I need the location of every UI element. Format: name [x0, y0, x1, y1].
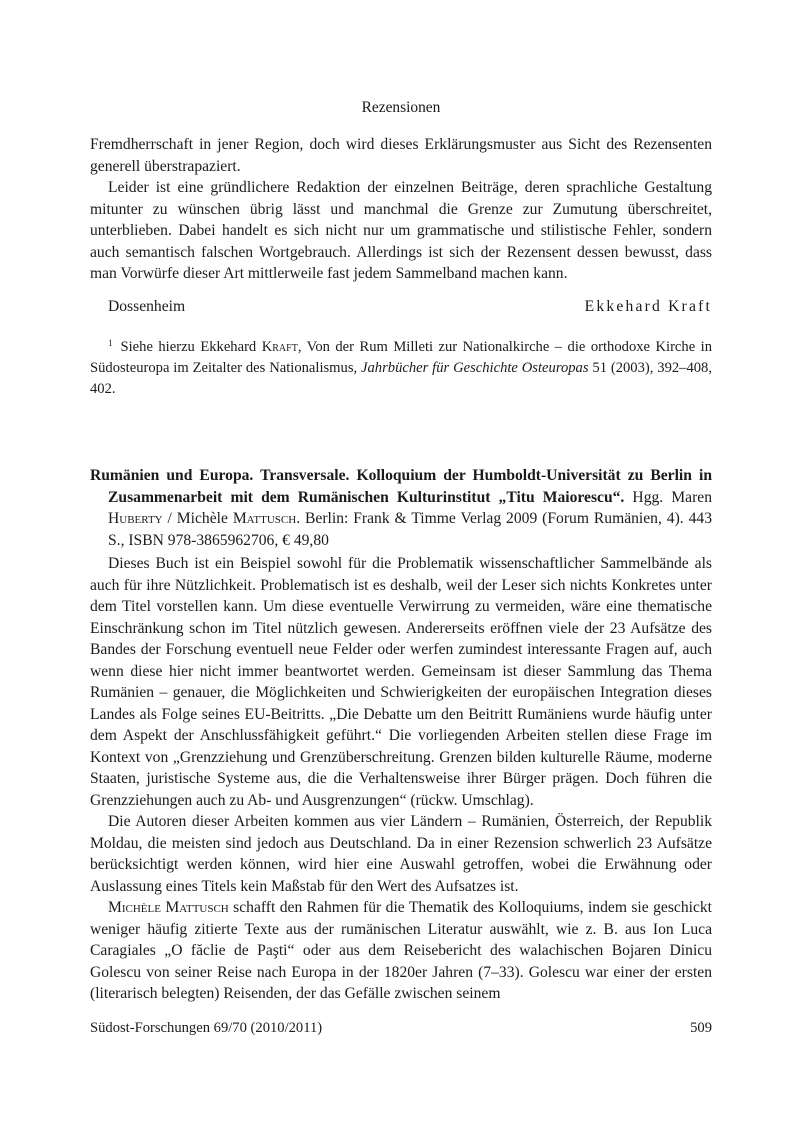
running-head: Rezensionen — [361, 99, 441, 116]
footnote-text: 51 (2003), 392–408, 402. — [90, 360, 713, 397]
book-details: . Berlin: Frank & Timme Verlag 2009 (Forum Rumänien, 4). 443 S., ISBN 978-3865962706, € 49,80 — [108, 510, 712, 549]
author-name: Michèle Mattusch — [108, 899, 229, 916]
paragraph: Dieses Buch ist ein Beispiel sowohl für die Problematik wissenschaftlicher Sammelbände als auch für ihre Nützlichkeit. Problematisch ist es deshalb, weil der Leser sich nichts Konkretes unter dem Titel vorstellen kann. Um diese eventuelle Verwirrung zu vermeiden, wäre eine thematische Einschränkung schon im Titel nützlich gewesen. Andererseits eröffnen viele der 23 Aufsätze des Bandes der Forschung eventuell neue Felder oder werfen zumindest interessante Fragen auf, auch wenn diese hier nicht immer beantwortet werden. Gemeinsam ist dieser Sammlung das Thema Rumänien – genauer, die Möglichkeiten und Schwierigkeiten der europäischen Integration dieses Landes als Folge seines EU-Beitritts. „Die Debatte um den Beitritt Rumäniens wurde häufig unter dem Aspekt der Anschlussfähigkeit geführt.“ Die vorliegenden Arbeiten stellen diese Frage im Kontext von „Grenzziehung und Grenzüberschreitung. Grenzen bilden kulturelle Räume, moderne Staaten, juristische Systeme aus, die die Verhaltensweise ihrer Bürger prägen. Doch führen die Grenzziehungen auch zu Ab- und Ausgrenzungen“ (rückw. Umschlag). — [90, 555, 712, 809]
footnote-text: Siehe hierzu Ekkehard — [120, 339, 262, 355]
book-editors: / Michèle — [162, 510, 233, 527]
footnote-number: 1 — [108, 338, 113, 348]
review-end-section — [90, 134, 712, 285]
journal-citation: Südost-Forschungen 69/70 (2010/2011) — [90, 1020, 323, 1036]
review-body — [90, 553, 712, 1005]
page-number: 509 — [690, 1020, 712, 1036]
paragraph-continued: Fremdherrschaft in jener Region, doch wird dieses Erklärungsmuster aus Sicht des Rezensenten generell überstrapaziert. — [90, 136, 712, 175]
paragraph: Die Autoren dieser Arbeiten kommen aus vier Ländern – Rumänien, Österreich, der Republik Moldau, die meisten sind jedoch aus Deutschland. Da in einer Rezension schwerlich 23 Aufsätze berücksichtigt werden können, wird hier eine Auswahl getroffen, wobei die Erwähnung oder Auslassung eines Titels kein Maßstab für den Wert des Aufsatzes ist. — [90, 813, 712, 895]
paragraph: Leider ist eine gründlichere Redaktion der einzelnen Beiträge, deren sprachliche Gestaltung mitunter zu wünschen übrig lässt und manchmal die Grenze zur Zumutung überschreitet, unterblieben. Dabei handelt es sich nicht nur um grammatische und stilistische Fehler, sondern auch semantisch falschen Wortgebrauch. Allerdings ist sich der Rezensent dessen bewusst, dass man Vorwürfe dieser Art mittlerweile fast jedem Sammelband machen kann. — [90, 179, 712, 282]
signature-place: Dossenheim — [108, 298, 186, 315]
signature-author: Ekkehard Kraft — [584, 298, 712, 315]
footnote — [90, 333, 712, 400]
book-editors: Hgg. Maren — [624, 488, 712, 506]
book-citation — [90, 465, 712, 551]
editor-name: Huberty — [108, 510, 163, 527]
editor-name: Mattusch — [232, 510, 297, 527]
footnote-author: Kraft — [261, 339, 298, 355]
footnote-text: , Von der Rum Milleti zur Nationalkirche – die orthodoxe Kirche in Südosteuropa im Zeitalter des Nationalismus, — [90, 339, 713, 376]
footnote-journal: Jahrbücher für Geschichte Osteuropas — [361, 360, 589, 376]
paragraph: Michèle Mattusch schafft den Rahmen für die Thematik des Kolloquiums, indem sie geschickt weniger häufig zitierte Texte aus der rumänischen Literatur auswählt, wie z. B. aus Ion Luca Caragiales „O făclie de Paşti“ oder aus dem Reisebericht des walachischen Bojaren Dinicu Golescu von seiner Reise nach Europa in der 1820er Jahren (7–33). Golescu war einer der ersten (literarisch belegten) Reisenden, der das Gefälle zwischen seinem — [90, 899, 712, 1002]
book-title: Rumänien und Europa. Transversale. Kolloquium der Humboldt-Universität zu Berlin in Zusammenarbeit mit dem Rumänischen Kulturinstitut „Titu Maiorescu“. — [90, 467, 712, 506]
